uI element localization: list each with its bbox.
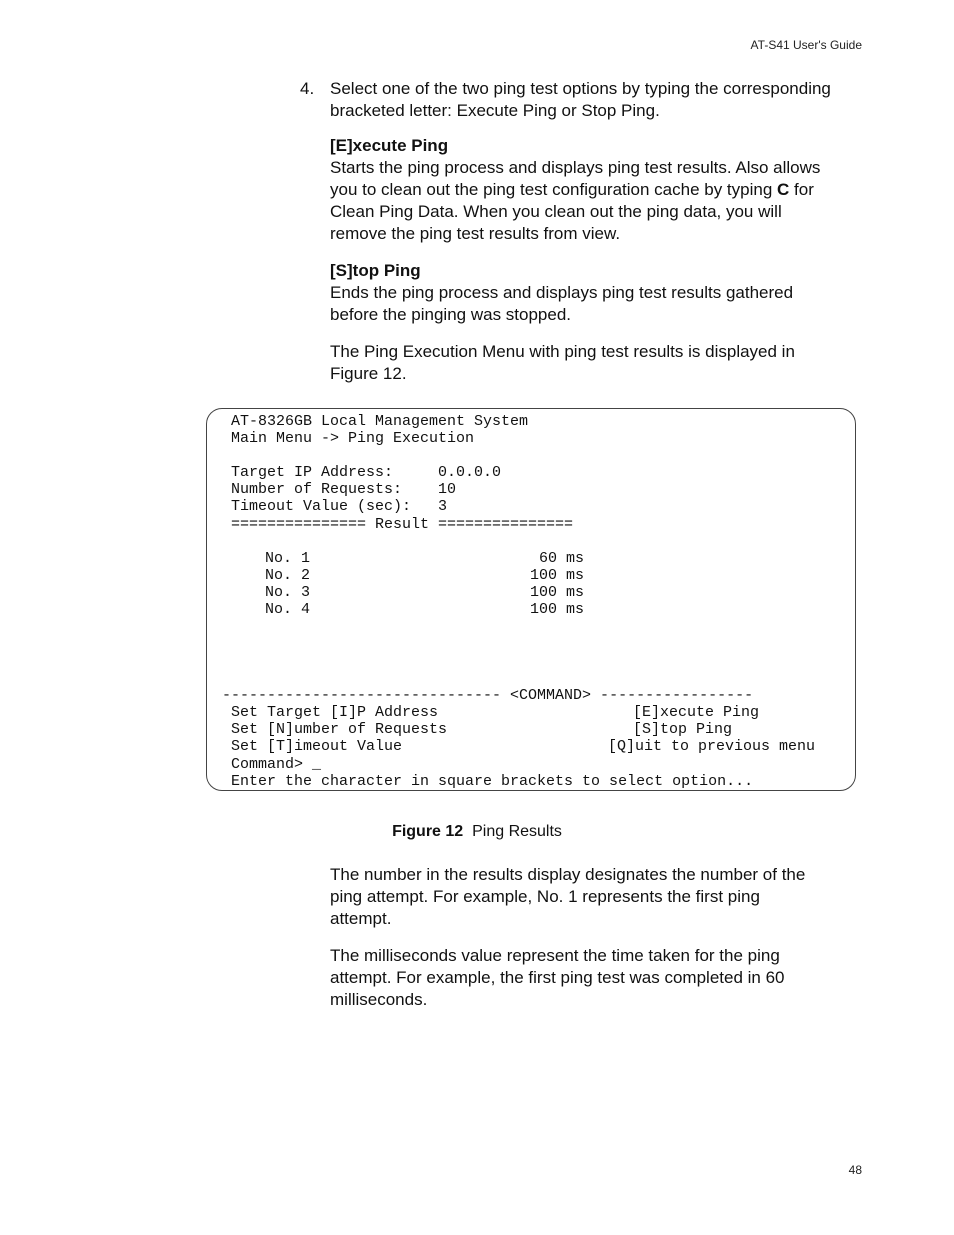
stop-line-2: before the pinging was stopped.	[330, 305, 572, 324]
result-value: 100 ms	[529, 601, 584, 618]
intro-line-2: Figure 12.	[330, 364, 407, 383]
result-label: No. 4	[265, 601, 311, 618]
intro-line-1: The Ping Execution Menu with ping test results is displayed in	[330, 342, 795, 361]
command-prompt[interactable]: Command> _	[231, 756, 322, 773]
execute-line-3: Clean Ping Data. When you clean out the ping data, you will	[330, 202, 782, 221]
execute-line-2a: you to clean out the ping test configuration cache by typing	[330, 180, 778, 199]
terminal-system-title: AT-8326GB Local Management System	[231, 413, 529, 430]
execute-line-4: remove the ping test results from view.	[330, 224, 621, 243]
results-note-line-1: The number in the results display designates the number of the	[330, 865, 806, 884]
option-quit[interactable]: [Q]uit to previous menu	[608, 738, 816, 755]
result-label: No. 2	[265, 567, 311, 584]
ms-note	[330, 945, 860, 1011]
terminal-command-divider: ------------------------------- <COMMAND> -----------------	[222, 687, 754, 704]
execute-option-block	[330, 135, 860, 245]
option-set-timeout[interactable]: Set [T]imeout Value	[231, 738, 403, 755]
terminal-menu-path: Main Menu -> Ping Execution	[231, 430, 475, 447]
stop-option-block	[330, 260, 860, 326]
step-line-1: Select one of the two ping test options by typing the corresponding	[330, 79, 831, 98]
running-header: AT-S41 User's Guide	[750, 38, 862, 52]
ms-note-line-3: milliseconds.	[330, 990, 428, 1009]
page-number: 48	[848, 1163, 862, 1177]
clean-key: C	[777, 180, 790, 199]
figure-title: Ping Results	[472, 823, 562, 840]
ms-note-line-1: The milliseconds value represent the time taken for the ping	[330, 946, 780, 965]
terminal-hint: Enter the character in square brackets to select option...	[231, 773, 754, 790]
terminal-target-ip: Target IP Address: 0.0.0.0	[231, 464, 502, 481]
execute-line-2b: for	[789, 180, 814, 199]
option-set-ip[interactable]: Set Target [I]P Address	[231, 704, 439, 721]
results-note-line-2: ping attempt. For example, No. 1 represents the first ping	[330, 887, 760, 906]
result-value: 60 ms	[538, 550, 584, 567]
result-value: 100 ms	[529, 584, 584, 601]
results-note-line-3: attempt.	[330, 909, 392, 928]
step-line-2: bracketed letter: Execute Ping or Stop Ping.	[330, 101, 660, 120]
execute-option-title: [E]xecute Ping	[330, 136, 449, 155]
option-execute-ping[interactable]: [E]xecute Ping	[633, 704, 760, 721]
execute-line-1: Starts the ping process and displays ping test results. Also allows	[330, 158, 821, 177]
option-set-requests[interactable]: Set [N]umber of Requests	[231, 721, 448, 738]
figure-caption	[0, 823, 954, 841]
step-number: 4.	[300, 79, 315, 98]
stop-line-1: Ends the ping process and displays ping test results gathered	[330, 283, 794, 302]
terminal-timeout: Timeout Value (sec): 3	[231, 498, 448, 515]
step-text	[330, 78, 865, 122]
result-label: No. 1	[265, 550, 311, 567]
figure-label: Figure 12	[392, 823, 464, 840]
terminal-num-requests: Number of Requests: 10	[231, 481, 457, 498]
result-label: No. 3	[265, 584, 311, 601]
intro-paragraph	[330, 341, 860, 385]
results-note	[330, 864, 860, 930]
option-stop-ping[interactable]: [S]top Ping	[633, 721, 733, 738]
terminal-result-divider: =============== Result ===============	[231, 516, 574, 533]
stop-option-title: [S]top Ping	[330, 261, 421, 280]
result-value: 100 ms	[529, 567, 584, 584]
ms-note-line-2: attempt. For example, the first ping test was completed in 60	[330, 968, 785, 987]
execute-line-2	[330, 179, 860, 201]
